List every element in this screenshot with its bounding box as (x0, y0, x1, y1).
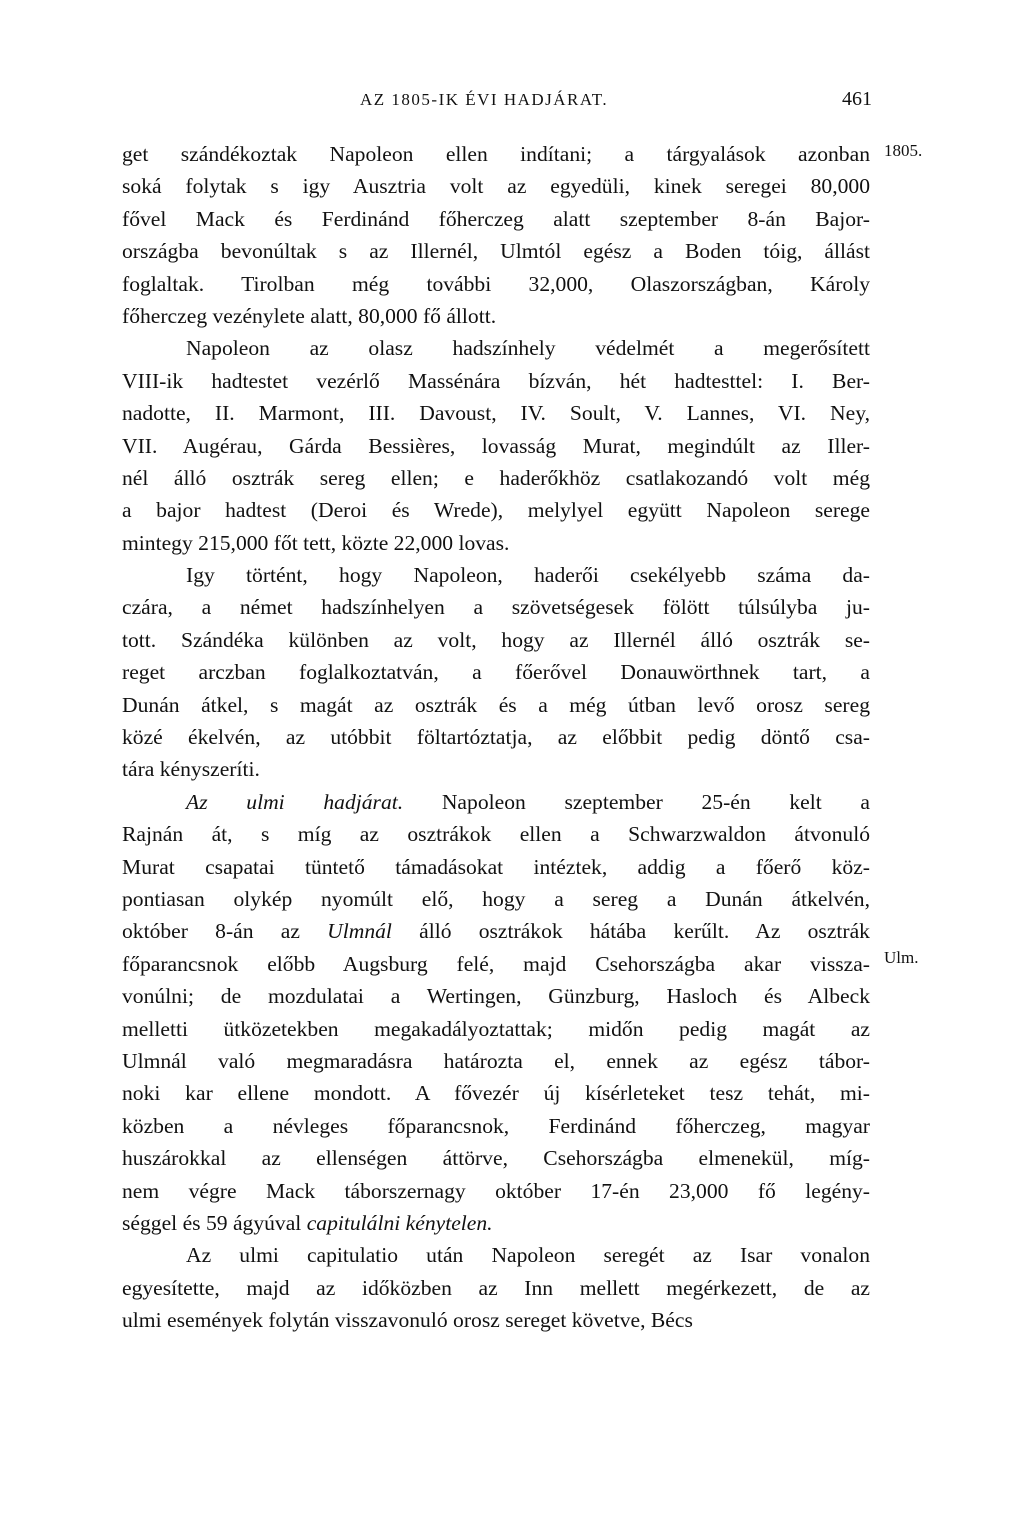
line-text: Napoleon az olasz hadszínhely védelmét a megerősített (186, 336, 870, 361)
text-line (122, 527, 870, 559)
line-text: reget arczban foglalkoztatván, a főerővel Donauwörthnek tart, a (122, 660, 870, 685)
line-text: Ulmnál való megmaradásra határozta el, ennek az egész tábor- (122, 1048, 870, 1073)
text-line (122, 559, 870, 591)
text-line (122, 300, 870, 332)
line-text: vonúlni; de mozdulatai a Wertingen, Günzburg, Hasloch és Albeck (122, 984, 870, 1009)
text-line (122, 753, 870, 785)
line-text: a bajor hadtest (Deroi és Wrede), melylyel együtt Napoleon serege (122, 498, 870, 523)
text-line (122, 624, 870, 656)
text-line (122, 786, 870, 818)
line-text: országba bevonúltak s az Illernél, Ulmtól egész a Boden tóig, állást (122, 239, 870, 264)
page-number: 461 (842, 88, 872, 110)
line-text: Murat csapatai tüntető támadásokat intéztek, addig a főerő köz- (122, 854, 870, 879)
text-line (122, 1142, 870, 1174)
italic-phrase: Ulmnál (327, 919, 392, 944)
line-text: főherczeg vezénylete alatt, 80,000 fő állott. (122, 303, 497, 328)
line-text: soká folytak s igy Ausztria volt az egyedüli, kinek seregei 80,000 (122, 174, 870, 199)
text-line (122, 980, 870, 1012)
text-line (122, 235, 870, 267)
text-line (122, 203, 870, 235)
italic-phrase: capitulálni kénytelen. (306, 1210, 493, 1235)
line-text: mintegy 215,000 főt tett, közte 22,000 lovas. (122, 530, 510, 555)
text-line (122, 332, 870, 364)
line-text: nél álló osztrák sereg ellen; e haderőkhöz csatlakozandó volt még (122, 465, 870, 490)
line-text: pontiasan olykép nyomúlt elő, hogy a sereg a Dunán átkelvén, (122, 886, 870, 911)
text-line (122, 365, 870, 397)
line-text: get szándékoztak Napoleon ellen indítani; a tárgyalások azonban (122, 142, 870, 166)
text-line (122, 170, 870, 202)
text-line (122, 1272, 870, 1304)
line-text: nem végre Mack táborszernagy október 17-én 23,000 fő legény- (122, 1178, 870, 1203)
line-text: Napoleon szeptember 25-én kelt a (403, 789, 870, 814)
body-text (122, 138, 870, 1336)
text-line (122, 1013, 870, 1045)
text-line (122, 851, 870, 883)
line-text: főparancsnok előbb Augsburg felé, majd Csehországba akar vissza- (122, 951, 870, 976)
text-line (122, 1304, 870, 1336)
line-text: noki kar ellene mondott. A fővezér új kísérleteket tesz tehát, mi- (122, 1081, 870, 1106)
text-line (122, 494, 870, 526)
text-line (122, 689, 870, 721)
text-line (122, 1110, 870, 1142)
line-text: tott. Szándéka különben az volt, hogy az Illernél álló osztrák se- (122, 627, 870, 652)
text-line (122, 1045, 870, 1077)
line-text: nadotte, II. Marmont, III. Davoust, IV. Soult, V. Lannes, VI. Ney, (122, 401, 870, 426)
line-text: séggel és 59 ágyúval (122, 1210, 307, 1235)
line-text: tára kényszeríti. (122, 757, 260, 782)
text-line (122, 818, 870, 850)
running-title: AZ 1805-IK ÉVI HADJÁRAT. (360, 90, 609, 109)
line-text: október 8-án az (122, 919, 328, 944)
text-line (122, 883, 870, 915)
line-text: közé ékelvén, az utóbbit föltartóztatja, az előbbit pedig döntő csa- (122, 725, 870, 750)
margin-note-ulm: Ulm. (884, 948, 919, 967)
text-line (122, 138, 870, 170)
text-line (122, 462, 870, 494)
line-text: Rajnán át, s míg az osztrákok ellen a Schwarzwaldon átvonuló (122, 822, 870, 847)
line-text: Igy történt, hogy Napoleon, haderői csekélyebb száma da- (186, 563, 870, 588)
text-line (122, 430, 870, 462)
line-text: fővel Mack és Ferdinánd főherczeg alatt szeptember 8-án Bajor- (122, 206, 870, 231)
margin-note-year: 1805. (884, 141, 923, 160)
line-text: Dunán átkel, s magát az osztrák és a még útban levő orosz sereg (122, 692, 870, 717)
text-line (122, 656, 870, 688)
italic-phrase: Az ulmi hadjárat. (186, 789, 404, 814)
line-text: egyesítette, majd az időközben az Inn mellett megérkezett, de az (122, 1275, 870, 1300)
text-line (122, 268, 870, 300)
text-line (122, 721, 870, 753)
text-line (122, 591, 870, 623)
line-text: álló osztrákok hátába kerűlt. Az osztrák (391, 919, 870, 944)
line-text: közben a névleges főparancsnok, Ferdinánd főherczeg, magyar (122, 1113, 870, 1138)
text-line (122, 397, 870, 429)
line-text: ulmi események folytán visszavonuló orosz sereget követve, Bécs (122, 1308, 693, 1333)
line-text: foglaltak. Tirolban még további 32,000, Olaszországban, Károly (122, 271, 870, 296)
text-line (122, 915, 870, 947)
line-text: VIII-ik hadtestet vezérlő Massénára bízván, hét hadtesttel: I. Ber- (122, 368, 870, 393)
line-text: Az ulmi capitulatio után Napoleon seregét az Isar vonalon (186, 1243, 870, 1268)
text-line (122, 1175, 870, 1207)
text-line (122, 1239, 870, 1271)
line-text: VII. Augérau, Gárda Bessières, lovasság Murat, megindúlt az Iller- (122, 433, 870, 458)
text-line (122, 1077, 870, 1109)
text-line (122, 1207, 870, 1239)
line-text: czára, a német hadszínhelyen a szövetségesek fölött túlsúlyba ju- (122, 595, 870, 620)
text-line (122, 948, 870, 980)
line-text: huszárokkal az ellenségen áttörve, Csehországba elmenekül, míg- (122, 1146, 870, 1171)
line-text: melletti ütközetekben megakadályoztattak; midőn pedig magát az (122, 1016, 870, 1041)
page-header (0, 88, 1024, 118)
